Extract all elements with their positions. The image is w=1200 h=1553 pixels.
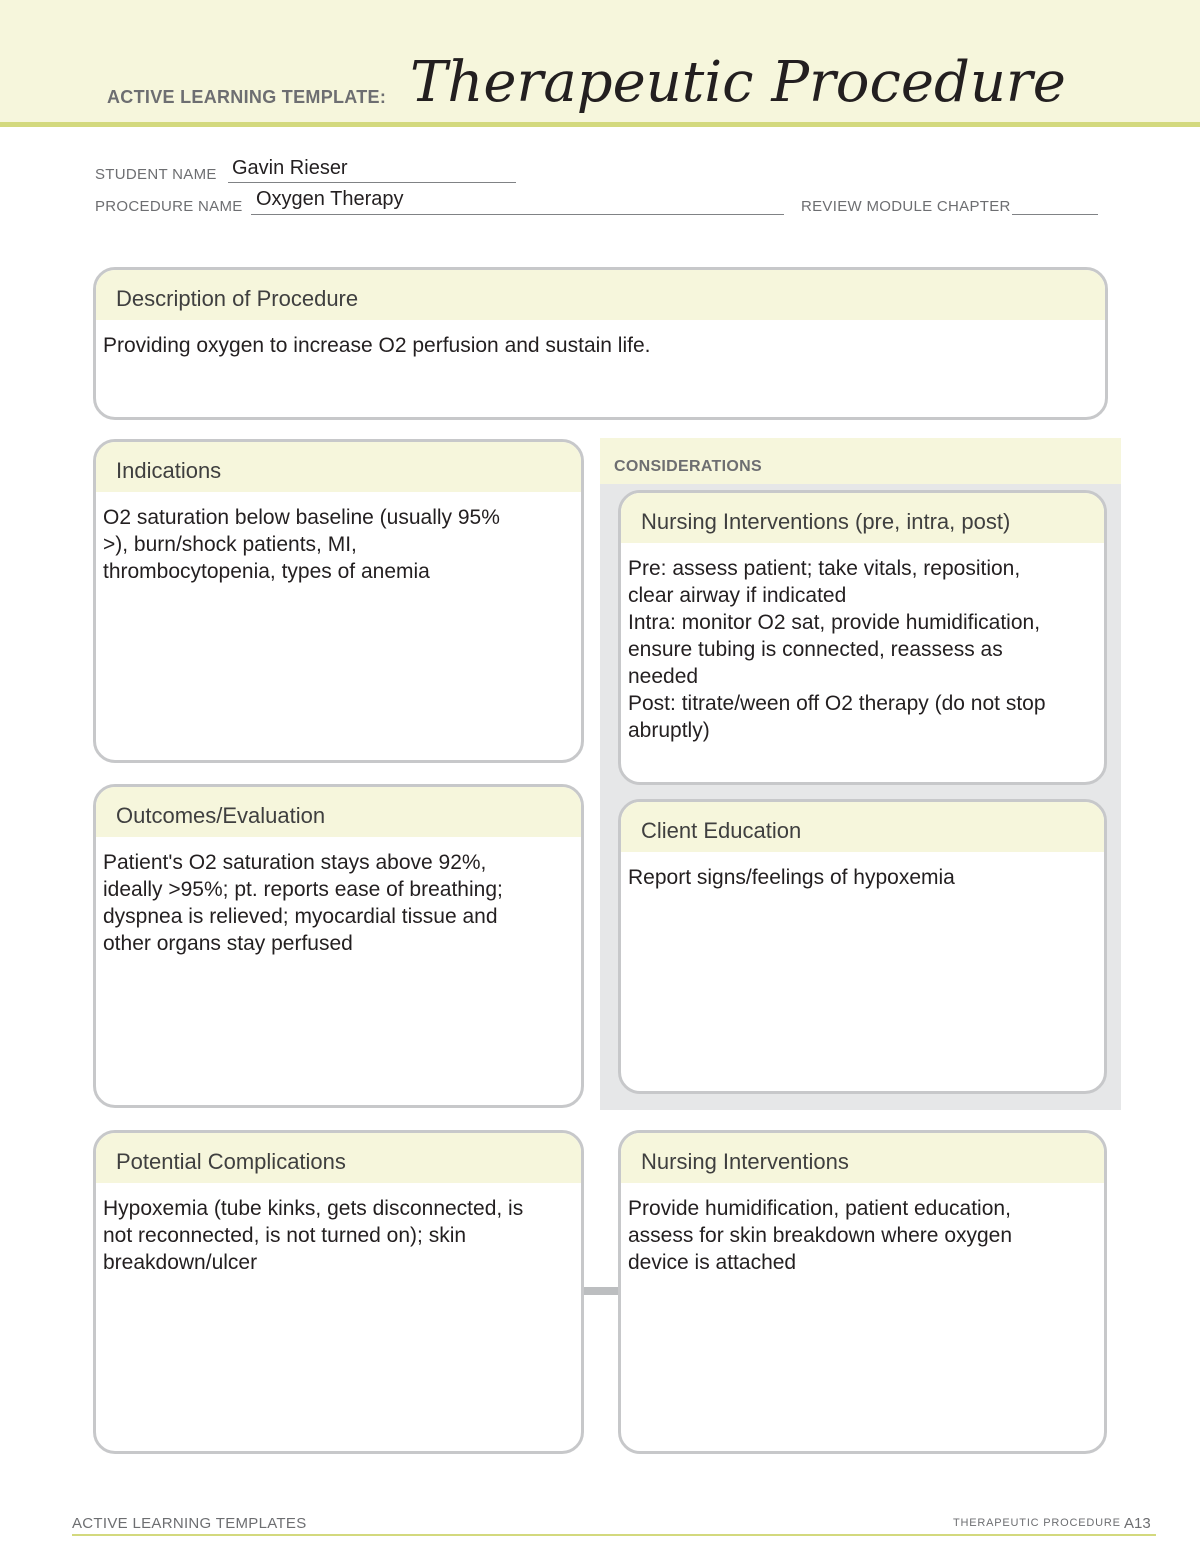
pre-intra-post-line: Pre: assess patient; take vitals, reposition,: [628, 557, 1021, 580]
pre-intra-post-line: abruptly): [628, 719, 710, 742]
complications-box: [93, 1130, 584, 1454]
indications-title: Indications: [96, 442, 581, 492]
review-module-label: REVIEW MODULE CHAPTER: [801, 198, 1011, 215]
nursing-interventions-line: assess for skin breakdown where oxygen: [628, 1224, 1013, 1247]
indications-line: >), burn/shock patients, MI,: [103, 533, 357, 556]
client-education-box: [618, 799, 1107, 1094]
considerations-label: CONSIDERATIONS: [614, 458, 762, 475]
complications-line: breakdown/ulcer: [103, 1251, 258, 1274]
outcomes-box: [93, 784, 584, 1108]
nursing-interventions-title: Nursing Interventions: [621, 1133, 1104, 1183]
outcomes-line: other organs stay perfused: [103, 932, 353, 955]
description-body[interactable]: [96, 320, 1105, 359]
page-number: A13: [1124, 1515, 1151, 1532]
complications-line: not reconnected, is not turned on); skin: [103, 1224, 467, 1247]
description-title: Description of Procedure: [96, 270, 1105, 320]
footer-right-label: THERAPEUTIC PROCEDURE: [953, 1517, 1121, 1529]
pre-intra-post-line: Intra: monitor O2 sat, provide humidification,: [628, 611, 1041, 634]
outcomes-line: dyspnea is relieved; myocardial tissue and: [103, 905, 498, 928]
procedure-name-label: PROCEDURE NAME: [95, 198, 243, 215]
complications-line: Hypoxemia (tube kinks, gets disconnected, is: [103, 1197, 524, 1220]
nursing-interventions-line: Provide humidification, patient education,: [628, 1197, 1011, 1220]
client-education-body[interactable]: [621, 852, 1104, 891]
student-name-field[interactable]: Gavin Rieser: [232, 157, 348, 179]
outcomes-line: ideally >95%; pt. reports ease of breathing;: [103, 878, 503, 901]
review-module-line: [1012, 214, 1098, 215]
description-box: [93, 267, 1108, 420]
indications-line: thrombocytopenia, types of anemia: [103, 560, 430, 583]
procedure-name-field[interactable]: Oxygen Therapy: [256, 188, 404, 210]
indications-body[interactable]: [96, 492, 581, 585]
indications-box: [93, 439, 584, 763]
pre-intra-post-box: [618, 490, 1107, 785]
pre-intra-post-line: clear airway if indicated: [628, 584, 847, 607]
client-education-text: Report signs/feelings of hypoxemia: [628, 866, 955, 889]
footer-rule: [72, 1534, 1156, 1536]
outcomes-body[interactable]: [96, 837, 581, 957]
box-connector: [583, 1287, 619, 1295]
pre-intra-post-line: needed: [628, 665, 699, 688]
outcomes-line: Patient's O2 saturation stays above 92%,: [103, 851, 487, 874]
indications-line: O2 saturation below baseline (usually 95%: [103, 506, 500, 529]
nursing-interventions-box: [618, 1130, 1107, 1454]
footer-left-label: ACTIVE LEARNING TEMPLATES: [72, 1515, 307, 1532]
student-name-label: STUDENT NAME: [95, 166, 217, 183]
student-name-line: [228, 182, 516, 183]
nursing-interventions-line: device is attached: [628, 1251, 797, 1274]
complications-body[interactable]: [96, 1183, 581, 1276]
pre-intra-post-body[interactable]: [621, 543, 1104, 744]
nursing-interventions-body[interactable]: [621, 1183, 1104, 1276]
template-label: ACTIVE LEARNING TEMPLATE:: [107, 87, 387, 107]
pre-intra-post-line: ensure tubing is connected, reassess as: [628, 638, 1003, 661]
client-education-title: Client Education: [621, 802, 1104, 852]
complications-title: Potential Complications: [96, 1133, 581, 1183]
description-text: Providing oxygen to increase O2 perfusion and sustain life.: [103, 334, 651, 357]
header-rule: [0, 122, 1200, 127]
outcomes-title: Outcomes/Evaluation: [96, 787, 581, 837]
page-title: Therapeutic Procedure: [410, 50, 1066, 115]
procedure-name-line: [251, 214, 784, 215]
pre-intra-post-line: Post: titrate/ween off O2 therapy (do not stop: [628, 692, 1046, 715]
pre-intra-post-title: Nursing Interventions (pre, intra, post): [621, 493, 1104, 543]
